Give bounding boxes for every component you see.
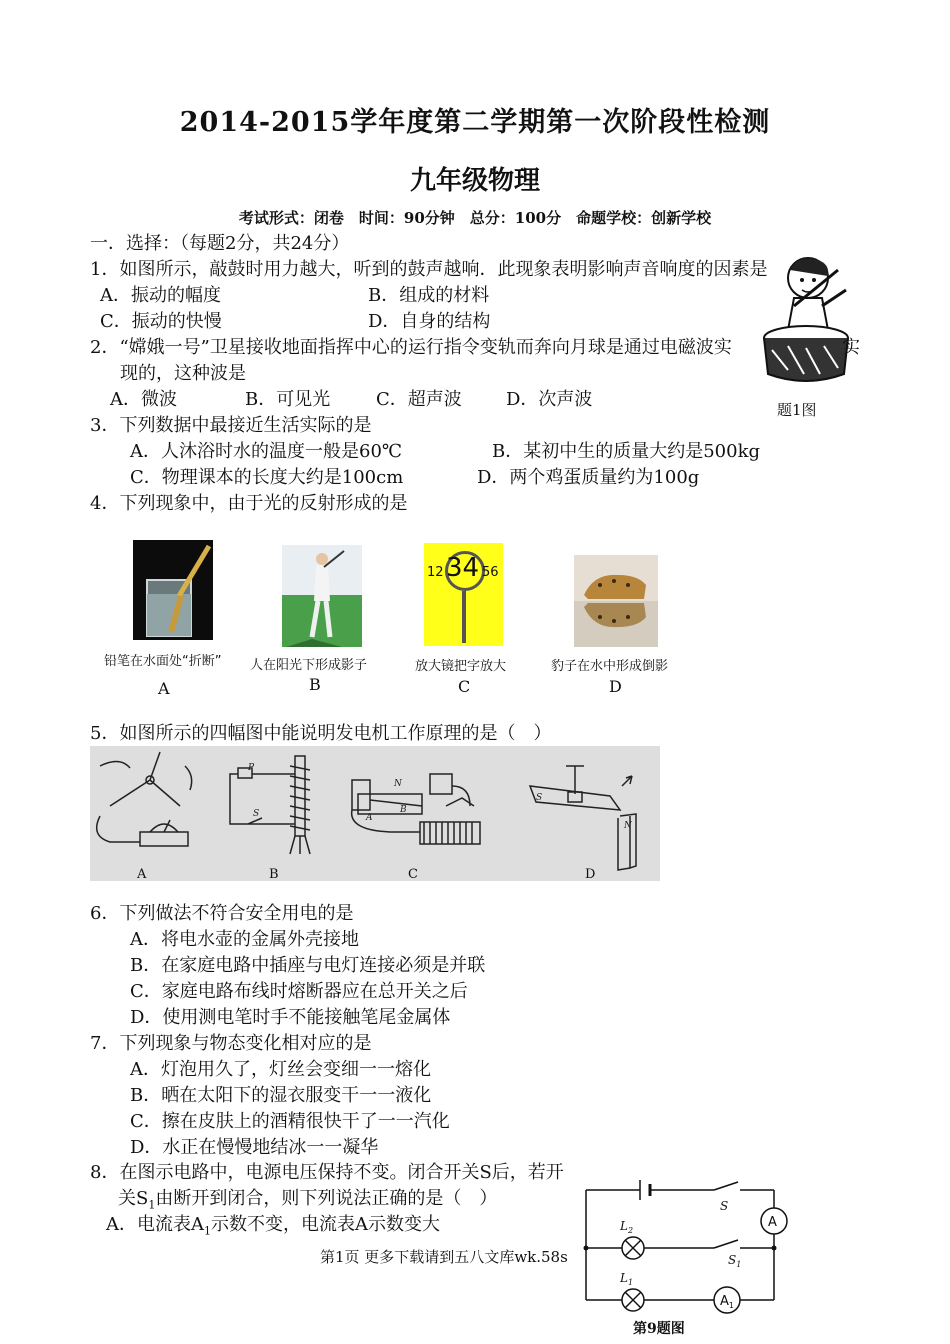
- q5-figure-drawings: [90, 746, 660, 881]
- magnifier-digits-right: 56: [482, 565, 499, 580]
- svg-text:N: N: [394, 779, 402, 789]
- section-heading: 一．选择：（每题2分，共24分）: [90, 233, 350, 254]
- circuit-caption: 第9题图: [633, 1321, 685, 1337]
- q1-option-c: C．振动的快慢: [100, 311, 222, 332]
- q5-figure-panel: [90, 746, 660, 881]
- q5-letter-a: A: [137, 867, 147, 882]
- circuit-diagram: [578, 1178, 800, 1318]
- svg-text:B: B: [400, 805, 407, 815]
- q2-option-d: D．次声波: [506, 389, 593, 410]
- q4-stem: 4．下列现象中，由于光的反射形成的是: [90, 493, 408, 514]
- circuit-ammeter-a1: $A_1$: [720, 1294, 734, 1310]
- q8-stem-line2: 关$S_1$由断开到闭合，则下列说法正确的是（ ）: [118, 1188, 498, 1212]
- q4-letter-a: A: [158, 679, 170, 698]
- q2-option-b: B．可见光: [245, 389, 331, 410]
- magnifier-digits-big: 34: [446, 553, 480, 583]
- q3-option-b: B．某初中生的质量大约是500kg: [492, 441, 761, 462]
- q7-option-b: B．晒在太阳下的湿衣服变干一一液化: [130, 1085, 432, 1106]
- svg-text:S: S: [253, 809, 260, 819]
- q1-figure-caption: 题1图: [777, 401, 817, 419]
- q3-option-d: D．两个鸡蛋质量约为100g: [477, 467, 700, 488]
- q4-letter-c: C: [458, 677, 471, 696]
- q5-letter-b: B: [269, 867, 279, 882]
- q4-caption-b: 人在阳光下形成影子: [250, 658, 368, 673]
- svg-text:S: S: [536, 793, 543, 803]
- q6-option-c: C．家庭电路布线时熔断器应在总开关之后: [130, 981, 468, 1002]
- q3-option-a: A．人沐浴时水的温度一般是60℃: [130, 441, 403, 462]
- q4-caption-c: 放大镜把字放大: [415, 659, 507, 674]
- q7-stem: 7．下列现象与物态变化相对应的是: [90, 1033, 372, 1054]
- q1-option-d: D．自身的结构: [368, 311, 491, 332]
- magnifier-handle: [462, 591, 466, 643]
- circuit-label-s1: $S_1$: [728, 1253, 742, 1269]
- q7-option-a: A．灯泡用久了，灯丝会变细一一熔化: [130, 1059, 431, 1080]
- exam-subtitle: 九年级物理: [409, 166, 540, 196]
- q4-caption-d: 豹子在水中形成倒影: [551, 659, 669, 674]
- q4-caption-a: 铅笔在水面处“折断”: [104, 654, 222, 669]
- exam-title: 2014-2015学年度第二学期第一次阶段性检测: [179, 107, 771, 138]
- magnifier-image: [424, 543, 503, 646]
- q2-option-a: A．微波: [110, 389, 177, 410]
- q6-option-d: D．使用测电笔时手不能接触笔尾金属体: [130, 1007, 451, 1028]
- leopard-reflection-image: [574, 555, 658, 647]
- q6-option-a: A．将电水壶的金属外壳接地: [130, 929, 359, 950]
- golfer-shadow-image: [282, 545, 362, 647]
- q1-option-b: B．组成的材料: [368, 285, 490, 306]
- q7-option-c: C．擦在皮肤上的酒精很快干了一一汽化: [130, 1111, 450, 1132]
- exam-info: 考试形式：闭卷 时间：90分钟 总分：100分 命题学校：创新学校: [238, 209, 712, 227]
- drummer-figure: [758, 250, 858, 390]
- circuit-ammeter-a: A: [768, 1215, 777, 1230]
- q6-stem: 6．下列做法不符合安全用电的是: [90, 903, 354, 924]
- q2-stem: 2．“嫦娥一号”卫星接收地面指挥中心的运行指令变轨而奔向月球是通过电磁波实: [90, 337, 732, 358]
- svg-text:A: A: [366, 813, 373, 823]
- page-footer: 第1页 更多下载请到五八文库wk.58s: [320, 1245, 568, 1269]
- q8-stem: 8．在图示电路中，电源电压保持不变。闭合开关S后，若开: [90, 1162, 564, 1183]
- circuit-label-l1: $L_1$: [620, 1271, 634, 1287]
- q1-stem: 1．如图所示，敲鼓时用力越大，听到的鼓声越响．此现象表明影响声音响度的因素是: [90, 259, 768, 280]
- q8-option-a: A．电流表$A_1$示数不变，电流表A示数变大: [106, 1214, 440, 1238]
- q5-letter-c: C: [408, 867, 418, 882]
- q1-option-a: A．振动的幅度: [100, 285, 221, 306]
- q7-option-d: D．水正在慢慢地结冰一一凝华: [130, 1137, 379, 1158]
- q2-option-c: C．超声波: [376, 389, 462, 410]
- q5-stem: 5．如图所示的四幅图中能说明发电机工作原理的是（ ）: [90, 723, 552, 744]
- circuit-label-l2: $L_2$: [620, 1219, 634, 1235]
- pencil-in-water-image: [133, 540, 213, 640]
- circuit-label-s: S: [720, 1199, 729, 1213]
- q2-stem-line2: 现的，这种波是: [120, 363, 246, 384]
- q3-option-c: C．物理课本的长度大约是100cm: [130, 467, 404, 488]
- q4-letter-d: D: [609, 677, 622, 696]
- q4-letter-b: B: [309, 675, 321, 694]
- q2-stem-end: 实: [842, 337, 860, 358]
- q5-letter-d: D: [585, 867, 596, 882]
- svg-text:P: P: [248, 763, 255, 773]
- q6-option-b: B．在家庭电路中插座与电灯连接必须是并联: [130, 955, 486, 976]
- q3-stem: 3．下列数据中最接近生活实际的是: [90, 415, 372, 436]
- magnifier-digits-left: 12: [427, 565, 444, 580]
- svg-text:N: N: [624, 821, 632, 831]
